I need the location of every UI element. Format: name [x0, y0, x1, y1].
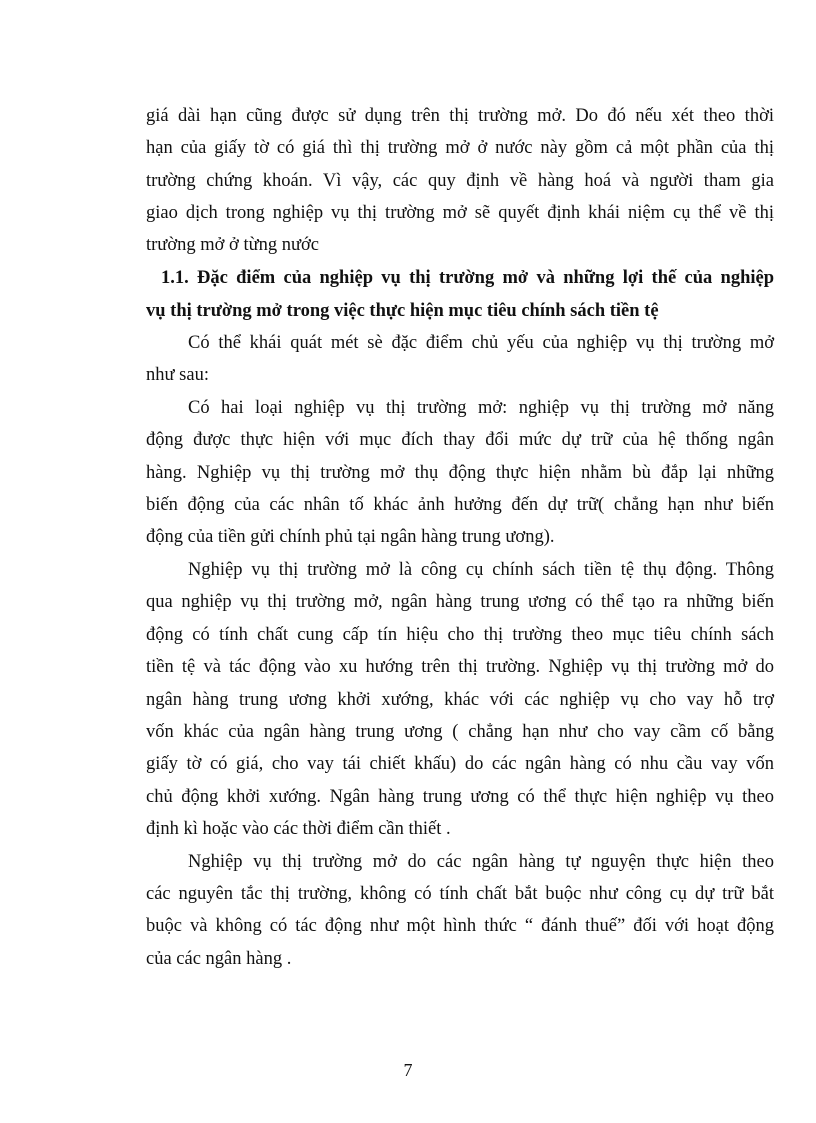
body-line: các nguyên tắc thị trường, không có tính chất bắt buộc như công cụ dự trữ bắt	[146, 884, 774, 904]
body-line: trường mở ở từng nước	[146, 235, 320, 255]
body-line: động của tiền gửi chính phủ tại ngân hàng trung ương).	[146, 527, 555, 547]
body-line: Có hai loại nghiệp vụ thị trường mở: nghiệp vụ thị trường mở năng	[188, 398, 774, 418]
body-line: tiền tệ và tác động vào xu hướng trên thị trường. Nghiệp vụ thị trường mở do	[146, 657, 774, 677]
body-line: giấy tờ có giá, cho vay tái chiết khấu) do các ngân hàng có nhu cầu vay vốn	[146, 754, 774, 774]
section-heading: vụ thị trường mở trong việc thực hiện mục tiêu chính sách tiền tệ	[146, 301, 659, 321]
body-line: định kì hoặc vào các thời điểm cần thiết .	[146, 819, 451, 839]
body-line: của các ngân hàng .	[146, 949, 292, 969]
section-heading: 1.1. Đặc điểm của nghiệp vụ thị trường mở và những lợi thế của nghiệp	[161, 268, 774, 288]
body-line: giao dịch trong nghiệp vụ thị trường mở sẽ quyết định khái niệm cụ thể về thị	[146, 203, 774, 223]
body-line: biến động của các nhân tố khác ảnh hưởng đến dự trữ( chẳng hạn như biến	[146, 495, 774, 515]
body-line: chủ động khởi xướng. Ngân hàng trung ương có thể thực hiện nghiệp vụ theo	[146, 787, 774, 807]
page-number: 7	[403, 1060, 413, 1080]
body-line: như sau:	[146, 365, 209, 385]
body-line: buộc và không có tác động như một hình thức “ đánh thuế” đối với hoạt động	[146, 916, 774, 936]
body-line: Có thể khái quát mét sè đặc điểm chủ yếu của nghiệp vụ thị trường mở	[188, 333, 774, 353]
body-line: qua nghiệp vụ thị trường mở, ngân hàng trung ương có thể tạo ra những biến	[146, 592, 774, 612]
body-line: hạn của giấy tờ có giá thì thị trường mở ở nước này gồm cả một phần của thị	[146, 138, 774, 158]
body-line: trường chứng khoán. Vì vậy, các quy định về hàng hoá và người tham gia	[146, 171, 774, 191]
body-line: ngân hàng trung ương khởi xướng, khác với các nghiệp vụ cho vay hỗ trợ	[146, 690, 774, 710]
body-line: hàng. Nghiệp vụ thị trường mở thụ động thực hiện nhằm bù đắp lại những	[146, 463, 774, 483]
body-line: vốn khác của ngân hàng trung ương ( chẳng hạn như cho vay cầm cố bằng	[146, 722, 774, 742]
body-line: động có tính chất cung cấp tín hiệu cho thị trường theo mục tiêu chính sách	[146, 625, 774, 645]
body-line: giá dài hạn cũng được sử dụng trên thị trường mở. Do đó nếu xét theo thời	[146, 106, 774, 126]
body-line: Nghiệp vụ thị trường mở là công cụ chính sách tiền tệ thụ động. Thông	[188, 560, 774, 580]
body-line: Nghiệp vụ thị trường mở do các ngân hàng tự nguyện thực hiện theo	[188, 852, 774, 872]
body-line: động được thực hiện với mục đích thay đổi mức dự trữ của hệ thống ngân	[146, 430, 774, 450]
